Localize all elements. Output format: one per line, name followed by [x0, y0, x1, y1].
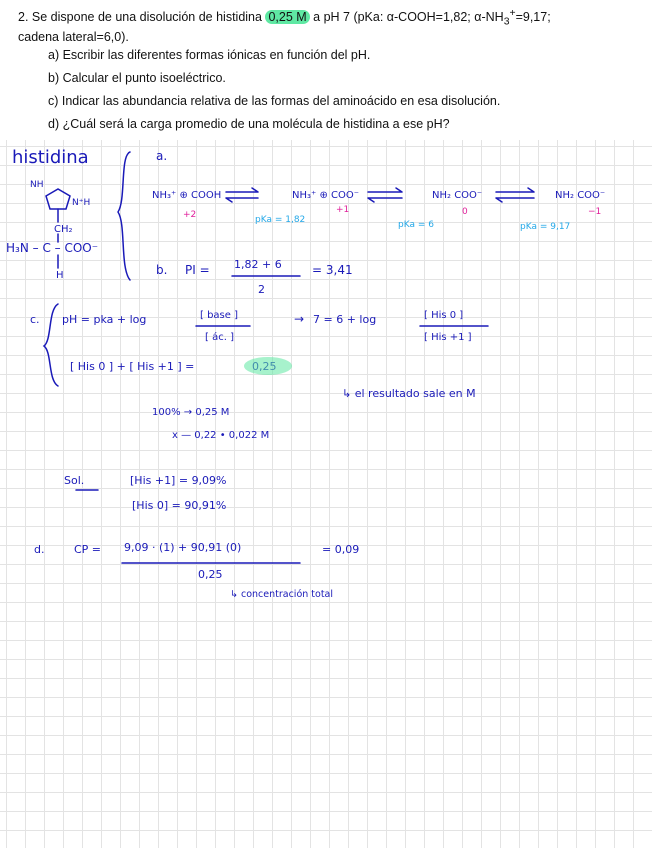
hh-arrow: → [294, 312, 305, 326]
problem-line-2: cadena lateral=6,0). [18, 29, 129, 44]
pka-3: pKa = 9,17 [520, 222, 571, 232]
hh-acid: [ ác. ] [205, 332, 234, 343]
solution-his-0: [His 0] = 90,91% [132, 499, 227, 512]
charge-minus1: −1 [588, 207, 602, 217]
problem-text-before: Se dispone de una disolución de histidina [31, 10, 262, 25]
result-in-m-note: ↳ el resultado sale en M [342, 387, 476, 400]
concentration-highlight: 0,25 M [265, 10, 309, 24]
cp-numerator: 9,09 · (1) + 90,91 (0) [124, 541, 242, 554]
part-a-label: a. [156, 149, 168, 163]
hh-equation-values: 7 = 6 + log [313, 313, 377, 326]
solution-label: Sol. [64, 474, 85, 487]
his0-bracket: [ His 0 ] [424, 310, 464, 321]
pi-label: PI = [185, 263, 210, 277]
pi-denominator: 2 [258, 283, 265, 296]
ink-strokes [44, 152, 534, 563]
charge-plus2: +2 [183, 210, 197, 220]
notes-title: histidina [12, 147, 89, 168]
form-3: NH₂ COO⁻ [432, 190, 483, 201]
form-2: NH₃⁺ ⊕ COO⁻ [292, 190, 360, 201]
mass-balance: [ His 0 ] + [ His +1 ] = [70, 360, 195, 373]
struct-nh: NH [30, 180, 44, 190]
rule-of-three-2: x — 0,22 • 0,022 M [172, 430, 270, 441]
answer-highlight [244, 357, 292, 375]
problem-number: 2. [18, 10, 29, 25]
part-d-label: d. [34, 543, 45, 556]
cp-denominator: 0,25 [198, 568, 223, 581]
cp-label: CP = [74, 543, 102, 556]
solution-his-plus1: [His +1] = 9,09% [130, 474, 227, 487]
rule-of-three-1: 100% → 0,25 M [152, 407, 230, 418]
struct-nh-plus: N⁺H [72, 198, 91, 208]
struct-backbone: H₃N – C – COO⁻ [6, 241, 99, 255]
pi-numerator: 1,82 + 6 [234, 258, 282, 271]
form-1: NH₃⁺ ⊕ COOH [152, 190, 222, 201]
total-concentration-note: ↳ concentración total [230, 589, 334, 600]
question-b: b) Calcular el punto isoeléctrico. [48, 71, 226, 85]
superscript-plus: + [509, 8, 516, 19]
charge-plus1: +1 [336, 205, 350, 215]
problem-text-after-2: =9,17; [515, 10, 551, 25]
cp-result: = 0,09 [322, 543, 360, 556]
form-4: NH₂ COO⁻ [555, 190, 606, 201]
pi-result: = 3,41 [312, 263, 353, 277]
part-c-label: c. [30, 313, 40, 326]
question-a: a) Escribir las diferentes formas iónicas en función del pH. [48, 48, 371, 62]
question-d: d) ¿Cuál será la carga promedio de una molécula de histidina a ese pH? [48, 117, 450, 131]
problem-text-after-1: a pH 7 (pKa: α-COOH=1,82; α-NH [313, 10, 504, 25]
his1-bracket: [ His +1 ] [424, 332, 472, 343]
struct-h: H [56, 270, 64, 281]
hh-equation-left: pH = pka + log [62, 313, 147, 326]
charge-0: 0 [462, 207, 468, 217]
hh-base: [ base ] [200, 310, 238, 321]
pka-1: pKa = 1,82 [255, 215, 306, 225]
question-c: c) Indicar las abundancia relativa de las formas del aminoácido en esa disolución. [48, 94, 501, 108]
pka-2: pKa = 6 [398, 220, 434, 230]
struct-ch2: CH₂ [54, 224, 73, 235]
subscript-3: 3 [503, 16, 510, 28]
part-b-label: b. [156, 263, 168, 277]
